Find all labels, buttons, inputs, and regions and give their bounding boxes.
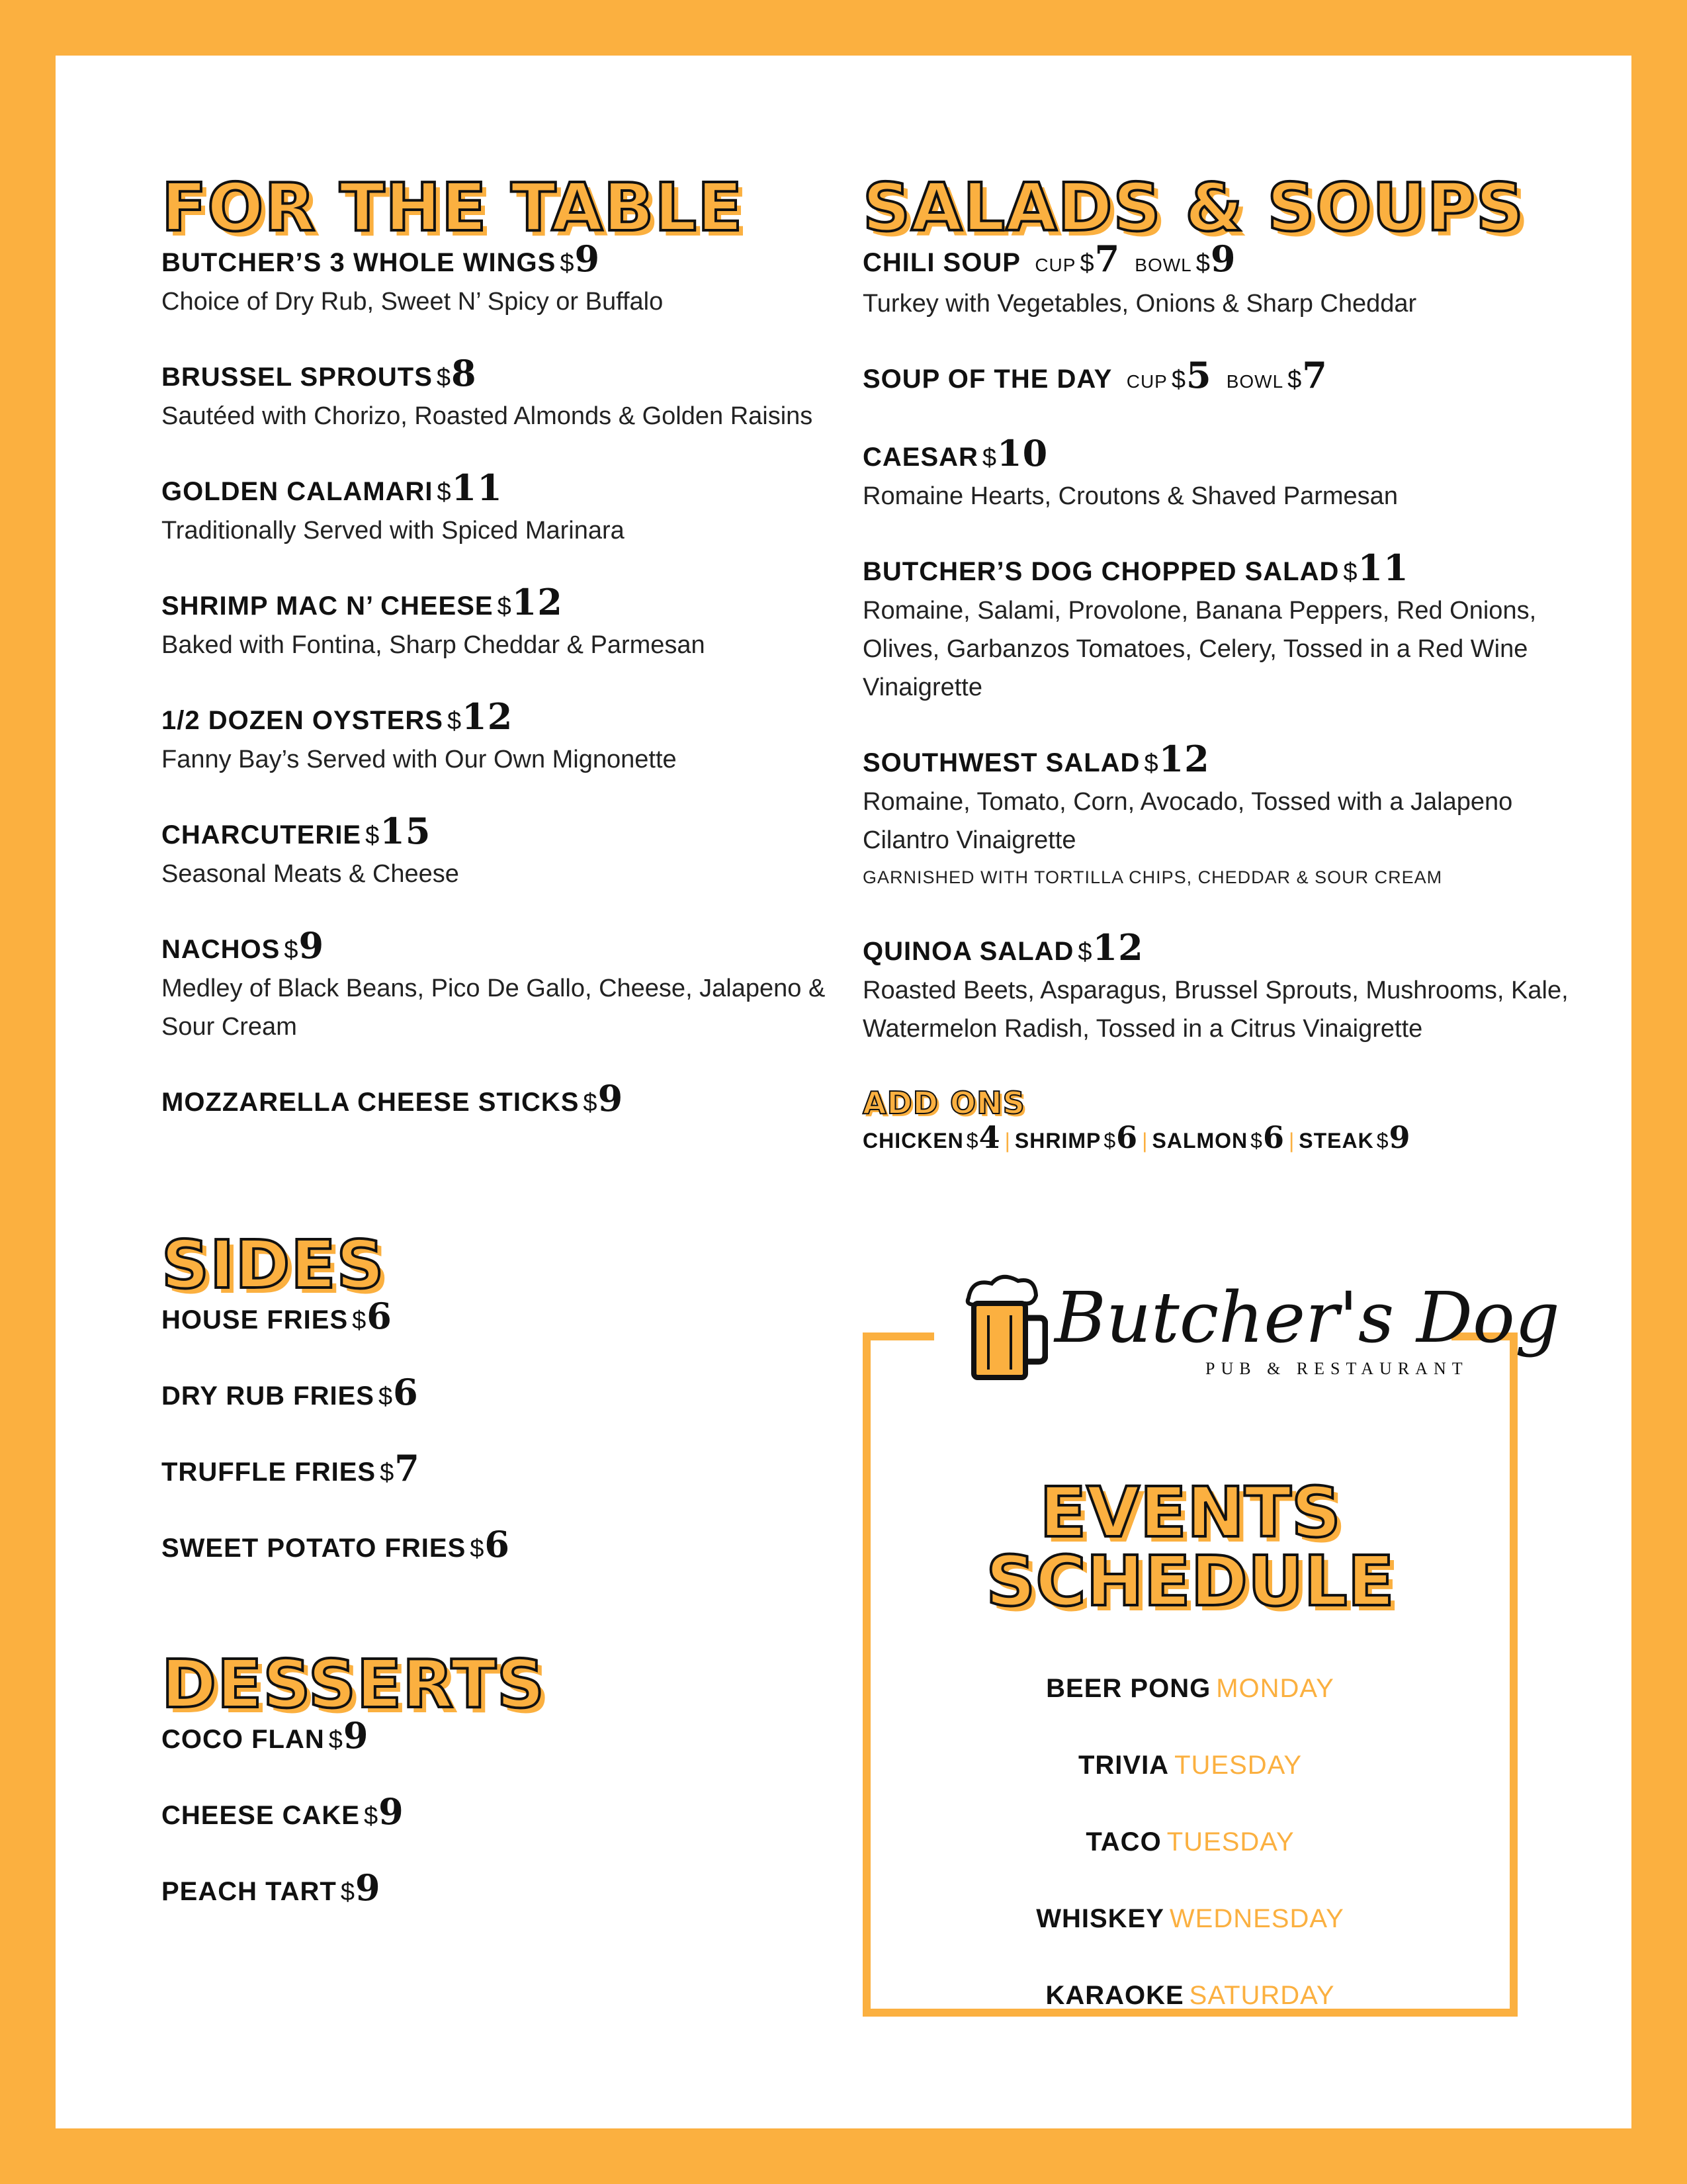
currency: $ [363, 1802, 379, 1830]
item-name: CHILI SOUP [863, 248, 1021, 277]
currency: $ [1343, 558, 1358, 586]
menu-item [161, 1523, 836, 1568]
cup-price: 5 [1186, 354, 1212, 396]
menu-item [161, 810, 836, 893]
logo-wordmark: Butcher's Dog [1055, 1277, 1560, 1358]
add-on-name: CHICKEN [863, 1129, 964, 1153]
events-title-line2: SCHEDULE [986, 1541, 1395, 1622]
item-price: 8 [451, 352, 477, 394]
item-name: TRUFFLE FRIES [161, 1458, 376, 1487]
item-description: Traditionally Served with Spiced Marinara [161, 517, 625, 545]
item-price: 15 [380, 810, 431, 852]
item-name-line [161, 1077, 836, 1122]
item-name: 1/2 DOZEN OYSTERS [161, 706, 443, 735]
item-name: MOZZARELLA CHEESE STICKS [161, 1088, 580, 1117]
item-name: SOUTHWEST SALAD [863, 748, 1141, 777]
item-name-line [161, 466, 836, 511]
currency: $ [1171, 366, 1186, 394]
item-name: QUINOA SALAD [863, 937, 1074, 966]
currency: $ [436, 364, 452, 392]
item-name-line [161, 1523, 836, 1568]
bowl-label: BOWL [1226, 371, 1284, 392]
desserts-title: DESSERTS [161, 1645, 545, 1723]
event-day: TUESDAY [1174, 1751, 1303, 1780]
item-name-line [161, 581, 836, 626]
item-price: 9 [355, 1866, 381, 1909]
event-row [871, 1977, 1510, 2014]
item-price: 6 [484, 1523, 510, 1565]
item-name: DRY RUB FRIES [161, 1381, 374, 1411]
currency: $ [1080, 249, 1095, 277]
item-name-line [161, 1447, 836, 1492]
bowl-label: BOWL [1135, 255, 1192, 275]
menu-item [161, 1866, 836, 1911]
add-on-price: 9 [1389, 1119, 1411, 1155]
item-price: 11 [1358, 546, 1409, 589]
menu-item [161, 352, 836, 435]
item-name-line [863, 432, 1577, 477]
item-name: PEACH TART [161, 1877, 337, 1906]
item-name: COCO FLAN [161, 1725, 325, 1754]
item-name: HOUSE FRIES [161, 1305, 349, 1334]
event-name: TRIVIA [1078, 1751, 1170, 1780]
item-name-line [161, 1371, 836, 1416]
currency: $ [1376, 1129, 1389, 1153]
sides-title: SIDES [161, 1226, 385, 1303]
item-name: BUTCHER’S 3 WHOLE WINGS [161, 248, 556, 277]
add-ons-title: ADD ONS [863, 1085, 1025, 1121]
item-name: GOLDEN CALAMARI [161, 477, 433, 506]
item-name: CAESAR [863, 443, 978, 472]
bowl-price: 7 [1302, 354, 1328, 396]
cup-price: 7 [1094, 238, 1121, 280]
menu-item [863, 432, 1577, 515]
item-name: CHEESE CAKE [161, 1801, 360, 1830]
left-column [161, 169, 836, 1948]
item-name-line [863, 926, 1577, 971]
item-name: SOUP OF THE DAY [863, 365, 1112, 394]
item-name-line [161, 1866, 836, 1911]
menu-item [161, 1371, 836, 1416]
item-name-line [161, 924, 836, 969]
item-price: 12 [1092, 926, 1144, 969]
menu-item [161, 1447, 836, 1492]
currency: $ [365, 822, 380, 850]
menu-item [161, 695, 836, 779]
event-name: TACO [1086, 1827, 1162, 1856]
item-name-line [161, 695, 836, 740]
add-on-price: 6 [1262, 1119, 1285, 1155]
menu-item [161, 924, 836, 1046]
event-day: MONDAY [1216, 1674, 1334, 1703]
event-day: TUESDAY [1166, 1827, 1295, 1856]
item-name: BUTCHER’S DOG CHOPPED SALAD [863, 557, 1340, 586]
item-description: Medley of Black Beans, Pico De Gallo, Cheese, Jalapeno & Sour Cream [161, 975, 826, 1041]
currency: $ [966, 1129, 979, 1153]
currency: $ [497, 593, 512, 621]
salads-soups-title: SALADS & SOUPS [863, 169, 1524, 246]
event-name: BEER PONG [1046, 1674, 1211, 1703]
menu-item-chili-soup [863, 238, 1577, 323]
add-on-name: SHRIMP [1014, 1129, 1102, 1153]
item-name-line [161, 1714, 836, 1759]
item-price: 6 [367, 1295, 392, 1337]
currency: $ [1195, 249, 1211, 277]
item-name: NACHOS [161, 935, 281, 964]
menu-item [161, 1295, 836, 1340]
separator: | [1142, 1129, 1148, 1153]
item-name-line [161, 238, 836, 283]
item-description: Seasonal Meats & Cheese [161, 860, 459, 888]
add-on-price: 6 [1116, 1119, 1139, 1155]
item-description: Baked with Fontina, Sharp Cheddar & Parmesan [161, 631, 705, 659]
item-price: 12 [511, 581, 563, 623]
currency: $ [560, 249, 575, 277]
item-name: SWEET POTATO FRIES [161, 1534, 466, 1563]
menu-item [863, 926, 1577, 1048]
menu-item [161, 466, 836, 550]
menu-item [161, 1714, 836, 1759]
add-ons [863, 1085, 1577, 1160]
item-price: 11 [451, 466, 503, 509]
add-ons-line [863, 1121, 1577, 1160]
item-description: Fanny Bay’s Served with Our Own Mignonette [161, 746, 677, 773]
events-title-line1: EVENTS [1039, 1472, 1341, 1553]
currency: $ [380, 1459, 395, 1487]
currency: $ [340, 1878, 355, 1906]
event-name: KARAOKE [1045, 1981, 1184, 2010]
item-name-line [863, 546, 1577, 591]
item-price: 12 [462, 695, 513, 738]
menu-item [161, 238, 836, 321]
menu-item [161, 1790, 836, 1835]
item-description: Romaine Hearts, Croutons & Shaved Parmesan [863, 482, 1398, 510]
desserts-list [161, 1714, 836, 1911]
event-day: WEDNESDAY [1169, 1904, 1344, 1933]
bowl-price: 9 [1210, 238, 1236, 280]
item-name-line [161, 1295, 836, 1340]
currency: $ [328, 1726, 343, 1754]
item-name: CHARCUTERIE [161, 820, 362, 850]
for-the-table-list [161, 238, 836, 1122]
event-name: WHISKEY [1036, 1904, 1164, 1933]
menu-page [56, 56, 1631, 2128]
right-column [863, 169, 1577, 1160]
currency: $ [1287, 366, 1303, 394]
currency: $ [1250, 1129, 1263, 1153]
separator: | [1288, 1129, 1295, 1153]
item-price: 7 [394, 1447, 420, 1489]
item-price: 9 [343, 1714, 369, 1757]
currency: $ [447, 707, 462, 735]
item-description: Roasted Beets, Asparagus, Brussel Sprouts, Mushrooms, Kale, Watermelon Radish, Tossed in a Citrus Vinaigrette [863, 977, 1569, 1043]
item-description: Sautéed with Chorizo, Roasted Almonds & Golden Raisins [161, 402, 813, 430]
logo-subtitle: PUB & RESTAURANT [1205, 1359, 1469, 1378]
currency: $ [1144, 750, 1159, 777]
event-day: SATURDAY [1189, 1981, 1335, 2010]
item-name: SHRIMP MAC N’ CHEESE [161, 591, 494, 621]
beer-mug-icon [962, 1272, 1048, 1384]
item-description: Choice of Dry Rub, Sweet N’ Spicy or Buffalo [161, 288, 664, 316]
for-the-table-title: FOR THE TABLE [161, 169, 744, 246]
event-row [871, 1670, 1510, 1707]
events-list [871, 1670, 1510, 2054]
item-price: 9 [574, 238, 601, 280]
item-description: Turkey with Vegetables, Onions & Sharp Cheddar [863, 290, 1417, 318]
currency: $ [352, 1307, 367, 1334]
item-price: 9 [298, 924, 325, 967]
item-name-line [863, 738, 1577, 783]
currency: $ [1103, 1129, 1117, 1153]
events-frame-top-left [863, 1332, 934, 1340]
item-price: 12 [1158, 738, 1210, 780]
logo [962, 1272, 1560, 1391]
item-price: 10 [997, 432, 1049, 474]
item-name-line [161, 1790, 836, 1835]
currency: $ [378, 1383, 394, 1411]
add-on-price: 4 [978, 1119, 1001, 1155]
cup-label: CUP [1126, 371, 1168, 392]
item-price: 9 [597, 1077, 624, 1119]
event-row [871, 1747, 1510, 1784]
item-name-line [161, 810, 836, 855]
currency: $ [982, 444, 998, 472]
currency: $ [284, 936, 299, 964]
item-description: Romaine, Tomato, Corn, Avocado, Tossed with a Jalapeno Cilantro Vinaigrette [863, 788, 1513, 854]
sides-list [161, 1295, 836, 1568]
currency: $ [583, 1089, 598, 1117]
menu-item-soup-of-the-day [863, 354, 1577, 401]
add-on-name: SALMON [1152, 1129, 1248, 1153]
separator: | [1004, 1129, 1011, 1153]
add-on-name: STEAK [1299, 1129, 1374, 1153]
event-row [871, 1823, 1510, 1860]
menu-item [161, 581, 836, 664]
currency: $ [1078, 938, 1093, 966]
item-description: Romaine, Salami, Provolone, Banana Peppers, Red Onions, Olives, Garbanzos Tomatoes, Celery, Tossed in a Red Wine Vinaigrette [863, 597, 1537, 701]
item-price: 6 [393, 1371, 419, 1413]
item-name-line [161, 352, 836, 397]
cup-label: CUP [1035, 255, 1076, 275]
menu-item [161, 1077, 836, 1122]
currency: $ [437, 478, 452, 506]
item-price: 9 [378, 1790, 404, 1833]
item-note: GARNISHED WITH TORTILLA CHIPS, CHEDDAR & SOUR CREAM [863, 867, 1443, 887]
event-row [871, 1900, 1510, 1937]
menu-item [863, 546, 1577, 707]
menu-item [863, 738, 1577, 895]
salads-list [863, 432, 1577, 1048]
item-name: BRUSSEL SPROUTS [161, 363, 433, 392]
currency: $ [470, 1535, 485, 1563]
events-title [871, 1472, 1510, 1622]
